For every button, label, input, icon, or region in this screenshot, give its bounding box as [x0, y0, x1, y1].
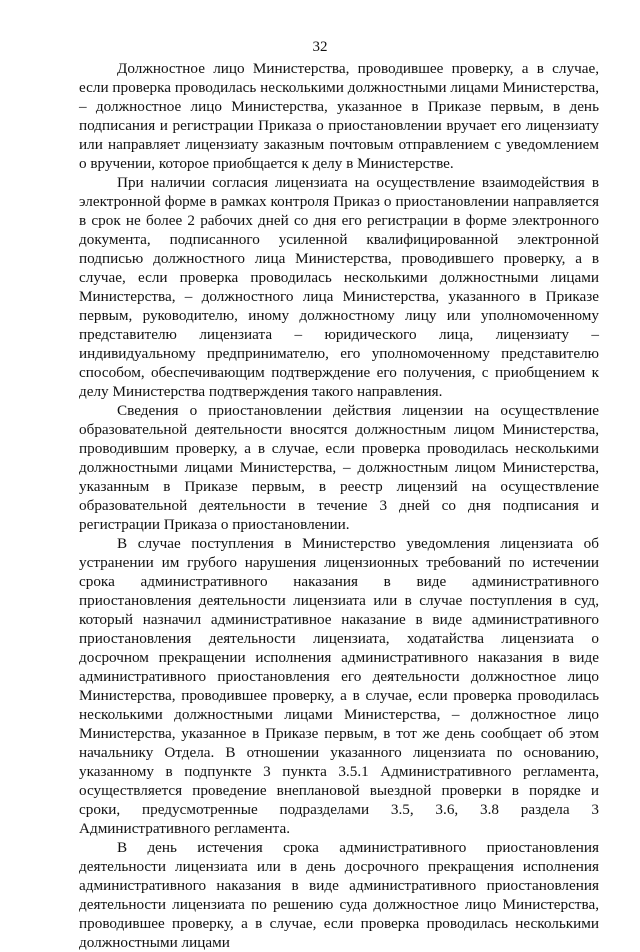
- paragraph-registry-entry: Сведения о приостановлении действия лицензии на осуществление образовательной деятельности вносятся должностным лицом Министерства, проводившим проверку, а в случае, если проверка проводилась несколькими должностными лицами Министерства, – должностным лицом Министерства, указанным в Приказе первым, в реестр лицензий на осуществление образовательной деятельности в течение 3 дней со дня подписания и регистрации Приказа о приостановлении.: [79, 402, 599, 533]
- paragraph-suspension-expiry: В день истечения срока административного приостановления деятельности лицензиата или в день досрочного прекращения исполнения административного наказания в виде административного приостановления деятельности лицензиата по решению суда должностное лицо Министерства, проводившее проверку, а в случае, если проверка проводилась несколькими должностными лицами: [79, 839, 599, 951]
- paragraph-document-delivery: Должностное лицо Министерства, проводившее проверку, а в случае, если проверка проводилась несколькими должностными лицами Министерства, – должностное лицо Министерства, указанное в Приказе первым, в день подписания и регистрации Приказа о приостановлении вручает его лицензиату или направляет лицензиату заказным почтовым отправлением с уведомлением о вручении, которое приобщается к делу в Министерстве.: [79, 60, 599, 172]
- paragraph-violation-elimination: В случае поступления в Министерство уведомления лицензиата об устранении им грубого нарушения лицензионных требований по истечении срока административного наказания в виде административного приостановления деятельности лицензиата или в случае поступления в суд, который назначил административное наказание в виде административного приостановления деятельности лицензиата, ходатайства лицензиата о досрочном прекращении исполнения административного наказания в виде административного приостановления его деятельности должностное лицо Министерства, проводившее проверку, а в случае, если проверка проводилась несколькими должностными лицами Министерства, – должностное лицо Министерства, указанное в Приказе первым, в тот же день сообщает об этом начальнику Отдела. В отношении указанного лицензиата по основанию, указанному в подпункте 3 пункта 3.5.1 Административного регламента, осуществляется проведение внеплановой выездной проверки в порядке и сроки, предусмотренные подразделами 3.5, 3.6, 3.8 раздела 3 Административного регламента.: [79, 535, 599, 837]
- page-number: 32: [312, 39, 328, 55]
- body-text: [79, 59, 599, 952]
- paragraph-electronic-delivery: При наличии согласия лицензиата на осуществление взаимодействия в электронной форме в рамках контроля Приказ о приостановлении направляется в срок не более 2 рабочих дней со дня его регистрации в форме электронного документа, подписанного усиленной квалифицированной электронной подписью должностного лица Министерства, проводившего проверку, а в случае, если проверка проводилась несколькими должностными лицами Министерства, – должностного лица Министерства, указанного в Приказе первым, руководителю, иному должностному лицу или уполномоченному представителю лицензиата – юридического лица, лицензиату – индивидуальному предпринимателю, его уполномоченному представителю способом, обеспечивающим подтверждение его получения, с приобщением к делу Министерства подтверждения такого направления.: [79, 174, 599, 400]
